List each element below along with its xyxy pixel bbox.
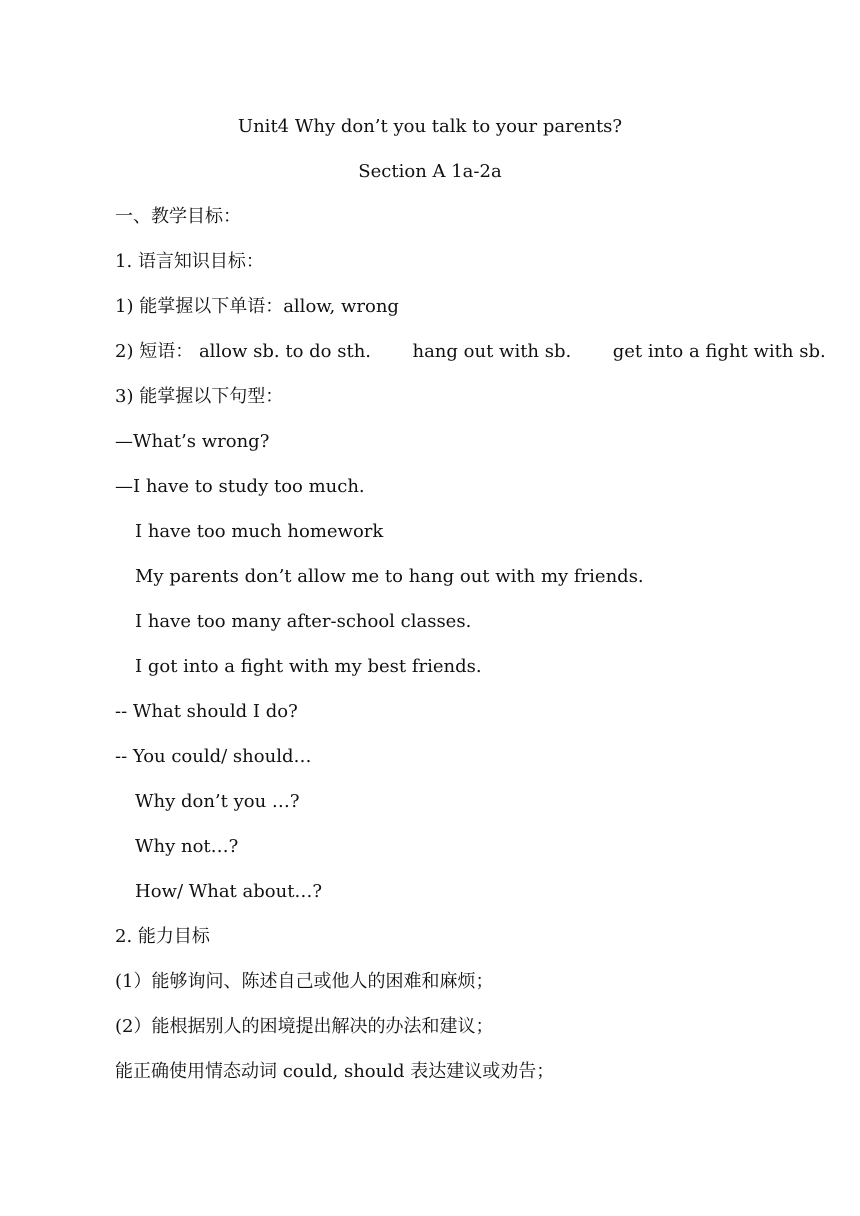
sentence-line: Why don’t you …? [135,791,300,812]
words-goal-item: 1) 能掌握以下单语：allow, wrong [115,296,399,317]
phrase-allow: allow sb. to do sth. [198,341,372,362]
phrases-label: 2) 短语： [115,341,194,362]
sentence-line: How/ What about…? [135,881,323,902]
phrase-get-into-fight: get into a fight with sb. [612,341,826,362]
ability-goal-item: 能正确使用情态动词 could, should 表达建议或劝告； [115,1061,555,1082]
ability-goal-item: (2）能根据别人的困境提出解决的办法和建议； [115,1016,494,1037]
sentence-line: I have too many after-school classes. [135,611,472,632]
phrases-goal-item [115,340,826,364]
ability-goal-heading: 2. 能力目标 [115,926,210,947]
document-subtitle: Section A 1a-2a [358,161,502,182]
teaching-goals-heading: 一、教学目标： [115,206,241,227]
language-knowledge-goal-heading: 1. 语言知识目标： [115,251,264,272]
sentence-line: —What’s wrong? [115,431,270,452]
document-title: Unit4 Why don’t you talk to your parents? [237,116,623,137]
sentence-line: I have too much homework [135,521,384,542]
ability-goal-item: (1）能够询问、陈述自己或他人的困难和麻烦； [115,971,494,992]
sentence-line: —I have to study too much. [115,476,365,497]
sentence-line: My parents don’t allow me to hang out with my friends. [135,566,644,587]
sentence-patterns-goal-item: 3) 能掌握以下句型： [115,386,284,407]
sentence-line: Why not…? [135,836,239,857]
phrase-hang-out: hang out with sb. [412,341,572,362]
sentence-line: -- What should I do? [115,701,298,722]
sentence-line: I got into a fight with my best friends. [135,656,482,677]
sentence-line: -- You could/ should… [115,746,312,767]
